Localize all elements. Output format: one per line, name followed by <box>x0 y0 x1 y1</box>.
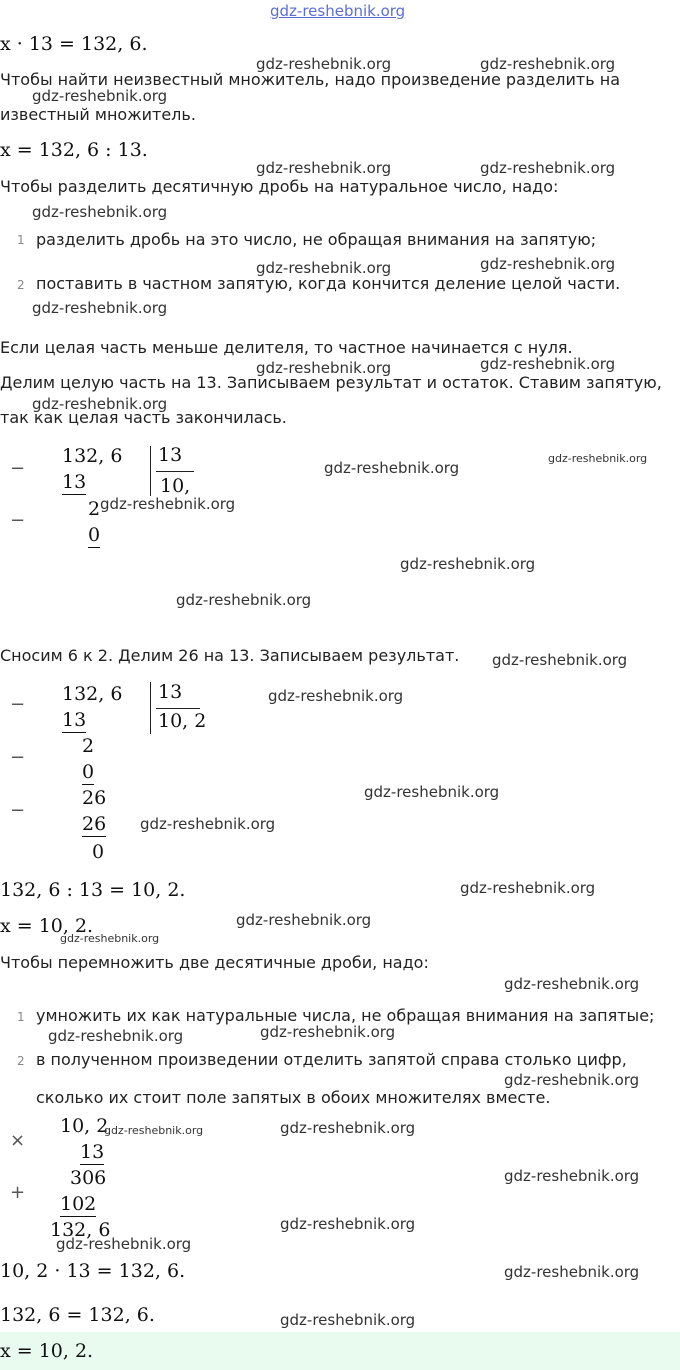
watermark: gdz-reshebnik.org <box>32 87 168 105</box>
dividend: 132, 6 <box>62 683 123 705</box>
watermark: gdz-reshebnik.org <box>100 495 236 513</box>
rule-text-line1: Чтобы найти неизвестный множитель, надо произведение разделить на <box>0 70 621 89</box>
watermark: gdz-reshebnik.org <box>256 55 392 73</box>
watermark: gdz-reshebnik.org <box>48 1027 184 1045</box>
watermark: gdz-reshebnik.org <box>480 255 616 273</box>
list-item-line2: сколько их стоит поле запятых в обоих множителях вместе. <box>36 1088 551 1107</box>
watermark: gdz-reshebnik.org <box>32 299 168 317</box>
watermark: gdz-reshebnik.org <box>268 687 404 705</box>
watermark: gdz-reshebnik.org <box>504 975 640 993</box>
minus-sign: − <box>10 694 26 715</box>
multiplier: 13 <box>80 1141 105 1163</box>
watermark: gdz-reshebnik.org <box>480 159 616 177</box>
subtrahend: 13 <box>62 471 87 493</box>
equation-line: x · 13 = 132, 6. <box>0 33 148 55</box>
subtrahend: 13 <box>62 709 87 731</box>
minus-sign: − <box>10 458 26 479</box>
watermark: gdz-reshebnik.org <box>104 1124 204 1137</box>
divisor: 13 <box>158 681 183 703</box>
product: 132, 6 <box>50 1219 111 1241</box>
answer-text: x = 10, 2. <box>0 1340 94 1362</box>
quotient-bar <box>156 471 194 472</box>
watermark: gdz-reshebnik.org <box>256 359 392 377</box>
plus-sign: + <box>10 1182 26 1203</box>
division-rule-intro: Чтобы разделить десятичную дробь на натуральное число, надо: <box>0 177 559 196</box>
watermark: gdz-reshebnik.org <box>56 1235 192 1253</box>
top-watermark-link[interactable]: gdz-reshebnik.org <box>270 2 406 20</box>
watermark: gdz-reshebnik.org <box>504 1071 640 1089</box>
watermark: gdz-reshebnik.org <box>260 1023 396 1041</box>
watermark: gdz-reshebnik.org <box>176 591 312 609</box>
check-line2: 132, 6 = 132, 6. <box>0 1304 155 1326</box>
rule-text-line2: известный множитель. <box>0 105 196 124</box>
watermark: gdz-reshebnik.org <box>324 459 460 477</box>
watermark: gdz-reshebnik.org <box>504 1167 640 1185</box>
list-number: 1 <box>17 1010 25 1024</box>
partial-product: 306 <box>70 1167 107 1189</box>
list-item-line1: в полученном произведении отделить запятой справа столько цифр, <box>36 1050 627 1069</box>
watermark: gdz-reshebnik.org <box>492 651 628 669</box>
watermark: gdz-reshebnik.org <box>480 355 616 373</box>
watermark: gdz-reshebnik.org <box>280 1311 416 1329</box>
watermark: gdz-reshebnik.org <box>400 555 536 573</box>
remainder: 2 <box>82 735 95 757</box>
watermark: gdz-reshebnik.org <box>32 395 168 413</box>
watermark: gdz-reshebnik.org <box>60 932 160 945</box>
final-remainder: 0 <box>92 841 105 863</box>
subtrahend: 0 <box>82 761 95 783</box>
answer-box <box>0 1332 680 1370</box>
watermark: gdz-reshebnik.org <box>280 1215 416 1233</box>
division-bar <box>150 446 151 496</box>
rule-note: Если целая часть меньше делителя, то частное начинается с нуля. <box>0 338 573 357</box>
remainder: 26 <box>82 787 107 809</box>
carry-text: Сносим 6 к 2. Делим 26 на 13. Записываем результат. <box>0 646 460 665</box>
division-result: 132, 6 : 13 = 10, 2. <box>0 879 186 901</box>
step-text-line1: Делим целую часть на 13. Записываем результат и остаток. Ставим запятую, <box>0 373 662 392</box>
list-number: 2 <box>17 1054 25 1068</box>
list-item: умножить их как натуральные числа, не обращая внимания на запятые; <box>36 1006 655 1025</box>
dividend: 132, 6 <box>62 445 123 467</box>
x-division-expression: x = 132, 6 : 13. <box>0 139 148 161</box>
watermark: gdz-reshebnik.org <box>504 1263 640 1281</box>
times-sign: × <box>10 1130 26 1151</box>
list-number: 1 <box>17 233 25 247</box>
divisor: 13 <box>158 444 183 466</box>
subtrahend: 26 <box>82 813 107 835</box>
watermark: gdz-reshebnik.org <box>236 911 372 929</box>
division-bar <box>150 682 151 734</box>
watermark: gdz-reshebnik.org <box>256 159 392 177</box>
watermark: gdz-reshebnik.org <box>256 259 392 277</box>
watermark: gdz-reshebnik.org <box>280 1119 416 1137</box>
multiplicand: 10, 2 <box>60 1115 109 1137</box>
check-line1: 10, 2 · 13 = 132, 6. <box>0 1260 186 1282</box>
watermark: gdz-reshebnik.org <box>140 815 276 833</box>
list-number: 2 <box>17 278 25 292</box>
step-text-line2: так как целая часть закончилась. <box>0 408 287 427</box>
x-value: x = 10, 2. <box>0 915 94 937</box>
watermark: gdz-reshebnik.org <box>548 452 648 465</box>
list-item: поставить в частном запятую, когда кончится деление целой части. <box>36 274 621 293</box>
minus-sign: − <box>10 510 26 531</box>
multiplication-rule-intro: Чтобы перемножить две десятичные дроби, надо: <box>0 953 429 972</box>
watermark: gdz-reshebnik.org <box>32 203 168 221</box>
subtrahend: 0 <box>88 524 101 546</box>
partial-product: 102 <box>60 1193 97 1215</box>
quotient: 10, 2 <box>158 710 207 732</box>
watermark: gdz-reshebnik.org <box>460 879 596 897</box>
quotient: 10, <box>160 475 191 497</box>
remainder: 2 <box>88 498 101 520</box>
watermark: gdz-reshebnik.org <box>480 55 616 73</box>
minus-sign: − <box>10 747 26 768</box>
watermark: gdz-reshebnik.org <box>364 783 500 801</box>
list-item: разделить дробь на это число, не обращая внимания на запятую; <box>36 230 597 249</box>
minus-sign: − <box>10 800 26 821</box>
